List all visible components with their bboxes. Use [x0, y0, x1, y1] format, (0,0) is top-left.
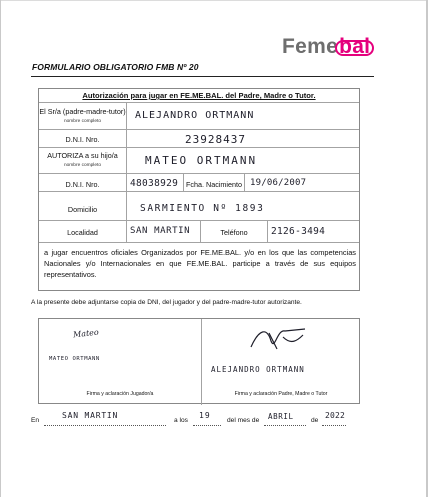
city-label: Localidad: [67, 228, 98, 237]
form-title: FORMULARIO OBLIGATORIO FMB Nº 20: [32, 62, 199, 72]
birth-date-label: Fcha. Nacimiento: [186, 180, 242, 189]
day-dotted-line: [193, 425, 221, 426]
year-value: 2022: [325, 411, 346, 420]
row-divider: [39, 102, 359, 103]
femebal-logo: [282, 34, 370, 60]
tutor-printed-name: ALEJANDRO ORTMANN: [211, 365, 305, 374]
logo-text-suffix: bal: [339, 35, 371, 58]
tutor-signature: [247, 323, 309, 353]
phone-label: Teléfono: [220, 228, 248, 237]
city-value: SAN MARTIN: [130, 226, 191, 236]
player-dni-label: D.N.I. Nro.: [65, 180, 100, 189]
form-subtitle: Autorización para jugar en FE.ME.BAL. del Padre, Madre o Tutor.: [82, 91, 316, 100]
tutor-name-value: ALEJANDRO ORTMANN: [135, 110, 255, 121]
row-divider: [39, 242, 359, 243]
player-dni-value: 48038929: [130, 178, 179, 189]
player-printed-name: MATEO ORTMANN: [49, 356, 100, 362]
player-signature-caption: Firma y aclaración Jugador/a: [86, 391, 154, 397]
tutor-dni-value: 23928437: [185, 133, 246, 146]
tutor-sublabel: nombre completo: [63, 119, 102, 124]
title-divider: [31, 76, 374, 77]
place-dotted-line: [44, 425, 166, 426]
column-divider: [126, 102, 127, 242]
page-border-left: [0, 0, 1, 497]
mes-label: del mes de: [227, 417, 260, 424]
place-value: SAN MARTIN: [62, 411, 119, 420]
phone-value: 2126-3494: [271, 226, 326, 237]
en-label: En: [31, 417, 40, 424]
row-divider: [39, 173, 359, 174]
column-divider: [244, 173, 245, 191]
page-border-top: [0, 0, 428, 1]
address-label: Domicilio: [67, 205, 98, 214]
day-value: 19: [199, 411, 211, 420]
row-divider: [39, 191, 359, 192]
tutor-signature-caption: Firma y aclaración Padre, Madre o Tutor: [234, 391, 328, 397]
player-sublabel: nombre completo: [63, 163, 102, 168]
month-value: ABRIL: [268, 412, 294, 421]
de-label: de: [311, 417, 319, 424]
player-signature: Mateo: [72, 327, 100, 340]
row-divider: [39, 147, 359, 148]
birth-date-value: 19/06/2007: [250, 178, 307, 188]
month-dotted-line: [264, 425, 306, 426]
authorization-paragraph: a jugar encuentros oficiales Organizados por FE.ME.BAL. y/o en los que las competencias Nacionales y/o Internacionales en que FE.ME.BAL. participe a través de sus equipos representativos.: [44, 248, 356, 279]
signature-table: [38, 318, 360, 404]
row-divider: [39, 220, 359, 221]
address-value: SARMIENTO Nº 1893: [140, 203, 265, 214]
authorization-form-table: [38, 88, 360, 291]
year-dotted-line: [322, 425, 346, 426]
player-name-value: MATEO ORTMANN: [145, 154, 258, 167]
authorizes-label: AUTORIZA a su hijo/a: [47, 151, 118, 160]
a-los-label: a los: [174, 417, 188, 424]
row-divider: [39, 129, 359, 130]
column-divider: [267, 220, 268, 242]
tutor-dni-label: D.N.I. Nro.: [65, 135, 100, 144]
logo-text-prefix: Feme: [282, 35, 339, 58]
attachment-note: A la presente debe adjuntarse copia de DNI, del jugador y del padre-madre-tutor autorizante.: [31, 299, 302, 306]
tutor-label: El Sr/a (padre-madre-tutor): [39, 107, 126, 116]
